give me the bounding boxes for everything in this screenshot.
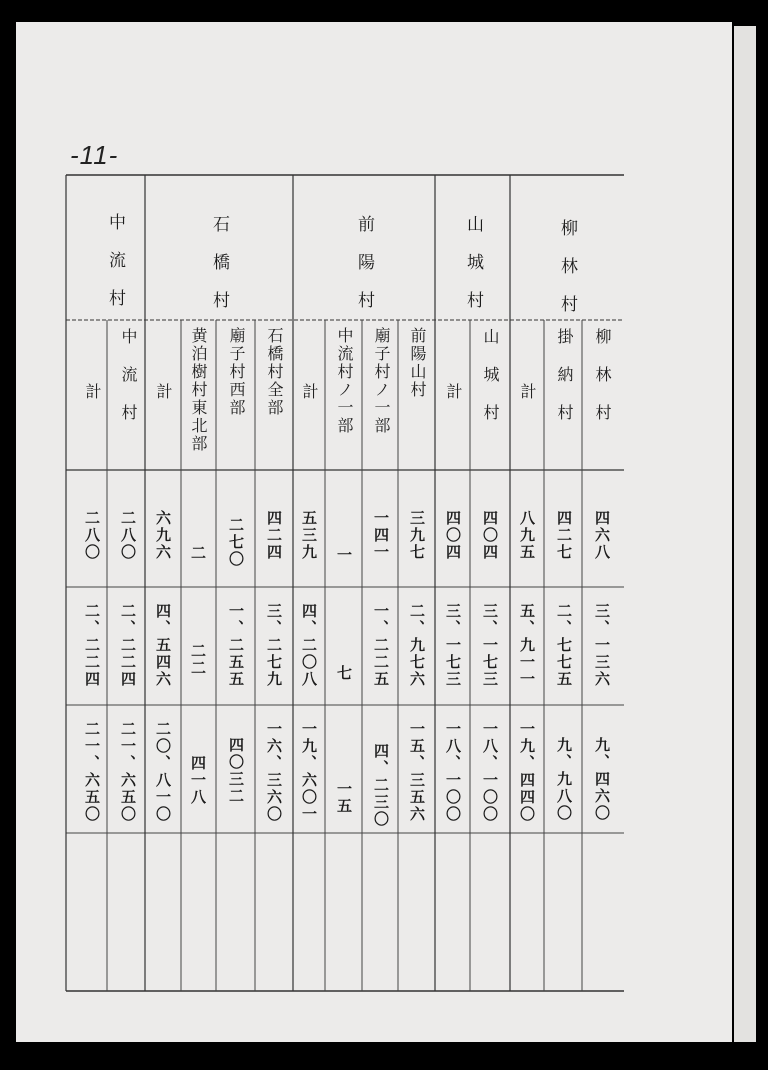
table-cell: 八九五 — [518, 510, 536, 561]
table-cell: 一八、一〇〇 — [481, 721, 499, 823]
village-name-shiqiao: 石橋村 — [209, 215, 229, 329]
col-label-huangboshu: 黄泊樹村東北部 — [189, 327, 208, 453]
table-cell: 四〇三二 — [227, 737, 245, 805]
table-cell: 二、九七六 — [408, 603, 426, 688]
facing-page-edge — [734, 26, 756, 1042]
table-cell: 二一、六五〇 — [83, 721, 101, 823]
table-cell: 四、二三〇 — [372, 743, 390, 828]
table-cell: 五三九 — [300, 510, 318, 561]
table-cell: 二七〇 — [227, 517, 245, 568]
table-cell: 二、二二四 — [83, 603, 101, 688]
col-label-zhongliu-part: 中流村ノ一部 — [335, 327, 354, 435]
col-label-total: 計 — [518, 383, 537, 401]
table-cell: 三、二七九 — [265, 603, 283, 688]
village-statistics-table — [50, 155, 630, 1005]
table-cell: 四〇四 — [444, 510, 462, 561]
table-cell: 二、二二四 — [119, 603, 137, 688]
table-cell: 一 — [335, 547, 353, 564]
col-label-miaozi-west: 廟子村西部 — [227, 327, 246, 417]
table-cell: 九、四六〇 — [593, 737, 611, 822]
table-cell: 四〇四 — [481, 510, 499, 561]
table-cell: 七 — [335, 665, 353, 682]
table-cell: 三、一七三 — [481, 603, 499, 688]
table-cell: 一五 — [335, 781, 353, 815]
table-cell: 二、七七五 — [555, 603, 573, 688]
table-cell: 一、二二五 — [372, 603, 390, 688]
table-cell: 四二四 — [265, 510, 283, 561]
table-cell: 四二七 — [555, 510, 573, 561]
table-cell: 一九、六〇一 — [300, 721, 318, 823]
table-rules — [50, 155, 630, 1005]
col-label-zhongliu: 中流村 — [119, 328, 138, 442]
page-number: -11- — [70, 140, 119, 170]
table-cell: 五、九一一 — [518, 603, 536, 688]
table-cell: 一八、一〇〇 — [444, 721, 462, 823]
village-name-zhongliu: 中流村 — [105, 213, 125, 327]
table-cell: 三、一七三 — [444, 603, 462, 688]
col-label-miaozi-part: 廟子村ノ一部 — [372, 327, 391, 435]
table-cell: 三九七 — [408, 510, 426, 561]
table-cell: 九、九八〇 — [555, 737, 573, 822]
table-cell: 三、一三六 — [593, 603, 611, 688]
table-cell: 一九、四四〇 — [518, 721, 536, 823]
table-cell: 二 — [189, 545, 207, 562]
table-cell: 一、二五五 — [227, 603, 245, 688]
table-cell: 四、二〇八 — [300, 603, 318, 688]
col-label-shancheng: 山城村 — [481, 328, 500, 442]
table-cell: 四一八 — [189, 755, 207, 806]
table-cell: 二〇、八一〇 — [154, 721, 172, 823]
table-cell: 六九六 — [154, 510, 172, 561]
village-name-shancheng: 山城村 — [463, 215, 483, 329]
col-label-total: 計 — [444, 383, 463, 401]
table-cell: 二一、六五〇 — [119, 721, 137, 823]
col-label-guana: 掛納村 — [555, 328, 574, 442]
table-cell: 一六、三六〇 — [265, 721, 283, 823]
col-label-shiqiao-all: 石橋村全部 — [265, 327, 284, 417]
col-label-total: 計 — [83, 383, 102, 401]
table-cell: 二八〇 — [83, 510, 101, 561]
col-label-total: 計 — [300, 383, 319, 401]
village-name-qianyang: 前陽村 — [354, 215, 374, 329]
table-cell: 四六八 — [593, 510, 611, 561]
table-cell: 二八〇 — [119, 510, 137, 561]
village-name-liulin: 柳林村 — [557, 219, 577, 333]
table-cell: 一四一 — [372, 510, 390, 561]
table-cell: 四、五四六 — [154, 603, 172, 688]
col-label-liulin: 柳林村 — [593, 328, 612, 442]
col-label-total: 計 — [154, 383, 173, 401]
col-label-qianyangshan: 前陽山村 — [408, 327, 427, 399]
table-cell: 二二 — [189, 643, 207, 677]
table-cell: 一五、三五六 — [408, 721, 426, 823]
